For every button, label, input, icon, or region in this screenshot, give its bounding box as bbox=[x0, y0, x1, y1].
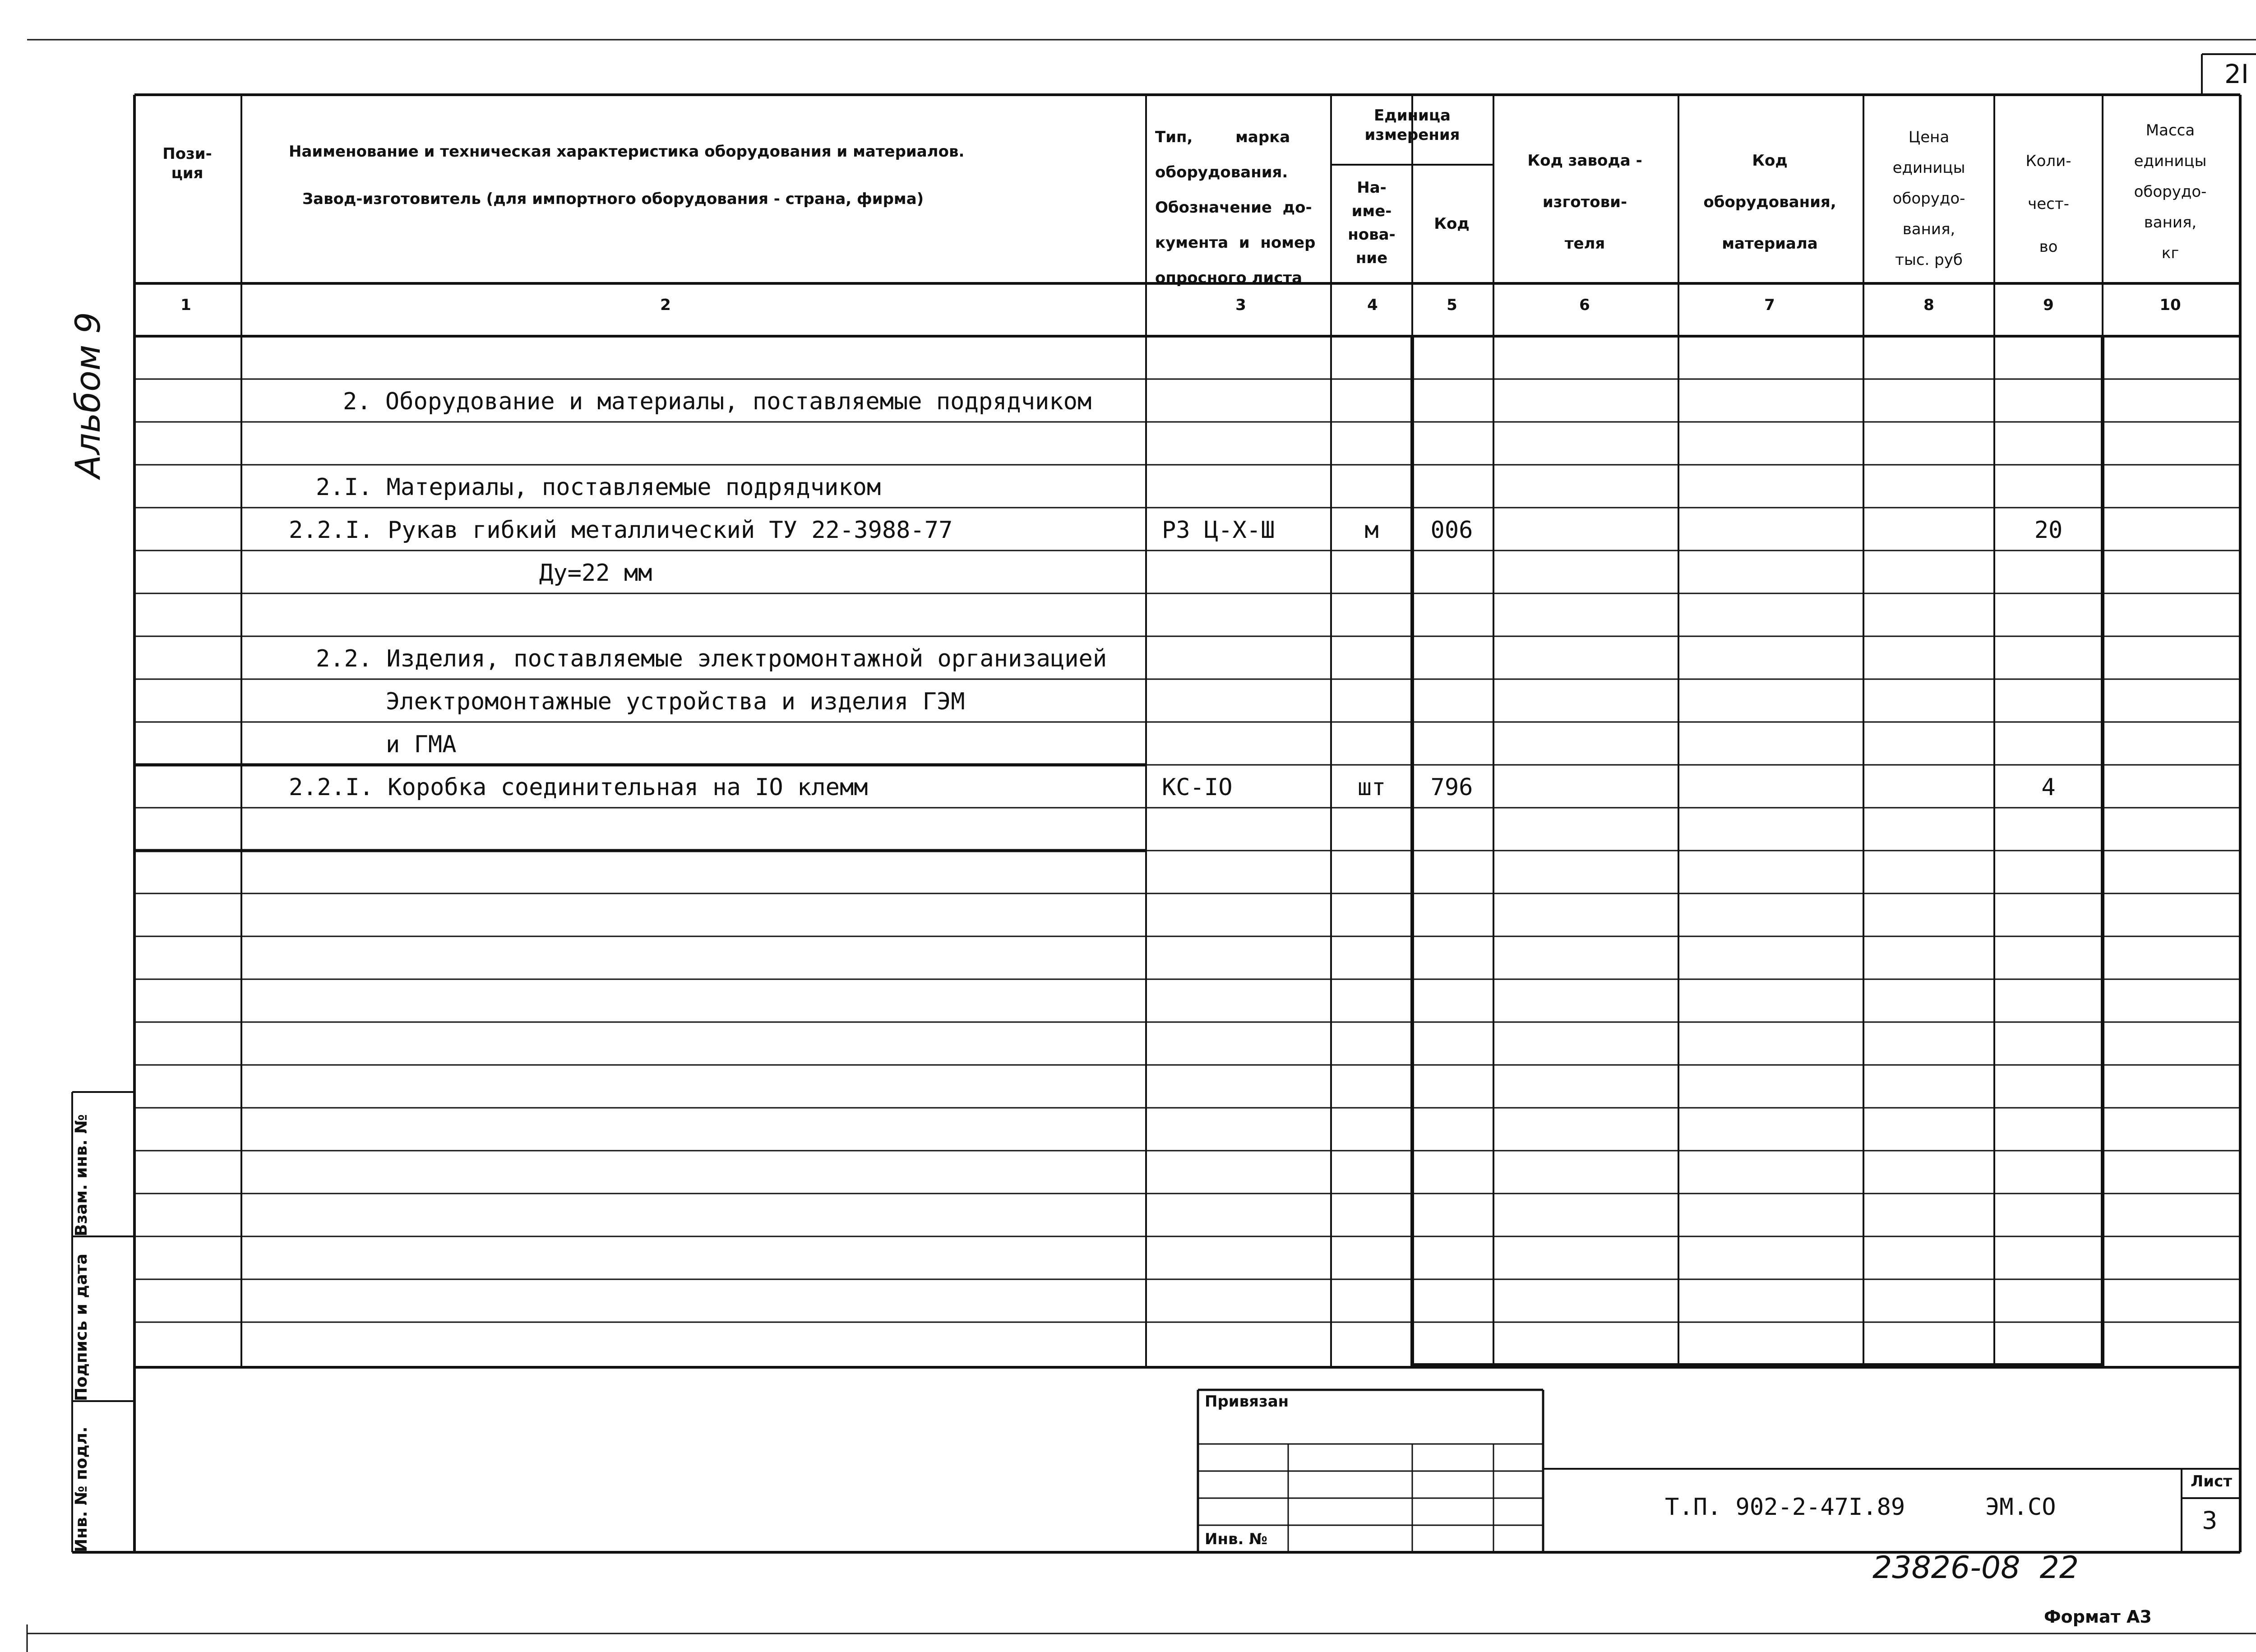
header-name-line1: Наименование и техническая характеристика оборудования и материалов. bbox=[289, 143, 965, 161]
header-position: Пози- ция bbox=[162, 145, 212, 182]
header-name-line2: Завод-изготовитель (для импортного оборудования - страна, фирма) bbox=[302, 190, 924, 208]
stamp-document-code: Т.П. 902-2-47I.89 bbox=[1665, 1494, 1905, 1521]
left-strip-vzam: Взам. инв. № bbox=[72, 1114, 91, 1236]
side-album-label: Альбом 9 bbox=[68, 312, 108, 478]
row-type: КС-IO bbox=[1162, 774, 1233, 801]
row-qty: 20 bbox=[2034, 517, 2063, 544]
left-strip-podpis: Подпись и дата bbox=[72, 1254, 91, 1401]
header-unit-price: Цена единицы оборудо- вания, тыс. руб bbox=[1892, 128, 1965, 269]
row-name: Электромонтажные устройства и изделия ГЭМ bbox=[386, 688, 965, 715]
row-code: 796 bbox=[1430, 774, 1473, 801]
header-type: Тип, марка оборудования. Обозначение до- кумента и номер опросного листа bbox=[1155, 128, 1316, 287]
column-number: 4 bbox=[1367, 296, 1378, 314]
row-name: 2.2. Изделия, поставляемые электромонтажной организацией bbox=[316, 645, 1107, 672]
row-name: Ду=22 мм bbox=[539, 560, 652, 587]
column-number: 5 bbox=[1447, 296, 1457, 314]
stamp-privyazan: Привязан bbox=[1205, 1393, 1289, 1411]
column-number: 3 bbox=[1235, 296, 1246, 314]
row-qty: 4 bbox=[2041, 774, 2056, 801]
row-name: 2.2.I. Коробка соединительная на IO клемм bbox=[289, 774, 868, 801]
format-label: Формат А3 bbox=[2044, 1607, 2152, 1627]
row-unit: м bbox=[1364, 517, 1379, 544]
row-type: РЗ Ц-Х-Ш bbox=[1162, 517, 1275, 544]
archive-number: 23826-08 22 bbox=[1872, 1550, 2079, 1586]
stamp-section-code: ЭМ.СО bbox=[1985, 1494, 2056, 1521]
header-equipment-code: Код оборудования, материала bbox=[1703, 152, 1836, 253]
stamp-inv-no: Инв. № bbox=[1205, 1530, 1268, 1548]
row-name: 2.I. Материалы, поставляемые подрядчиком bbox=[316, 474, 881, 501]
stamp-sheet-label: Лист bbox=[2191, 1472, 2232, 1490]
header-unit-mass: Масса единицы оборудо- вания, кг bbox=[2134, 121, 2207, 262]
column-number: 10 bbox=[2159, 296, 2181, 314]
header-factory-code: Код завода - изготови- теля bbox=[1527, 152, 1642, 253]
left-strip-inv: Инв. № подл. bbox=[72, 1426, 91, 1552]
column-number: 9 bbox=[2043, 296, 2054, 314]
row-name: 2.2.I. Рукав гибкий металлический ТУ 22-3988-77 bbox=[289, 517, 953, 544]
column-number: 1 bbox=[180, 296, 191, 314]
row-unit: шт bbox=[1357, 774, 1386, 801]
row-code: 006 bbox=[1430, 517, 1473, 544]
column-number: 6 bbox=[1579, 296, 1590, 314]
column-number: 8 bbox=[1923, 296, 1934, 314]
row-name: 2. Оборудование и материалы, поставляемые подрядчиком bbox=[343, 388, 1092, 415]
column-number: 2 bbox=[660, 296, 671, 314]
header-unit-code: Код bbox=[1434, 215, 1470, 233]
column-number: 7 bbox=[1764, 296, 1775, 314]
sheet-corner-number: 2I bbox=[2224, 59, 2249, 89]
header-unit-group: Единица измерения bbox=[1364, 106, 1460, 144]
stamp-sheet-number: 3 bbox=[2202, 1506, 2218, 1535]
header-quantity: Коли- чест- во bbox=[2025, 152, 2071, 256]
row-name: и ГМА bbox=[386, 731, 457, 758]
header-unit-name: На- име- нова- ние bbox=[1348, 179, 1396, 267]
